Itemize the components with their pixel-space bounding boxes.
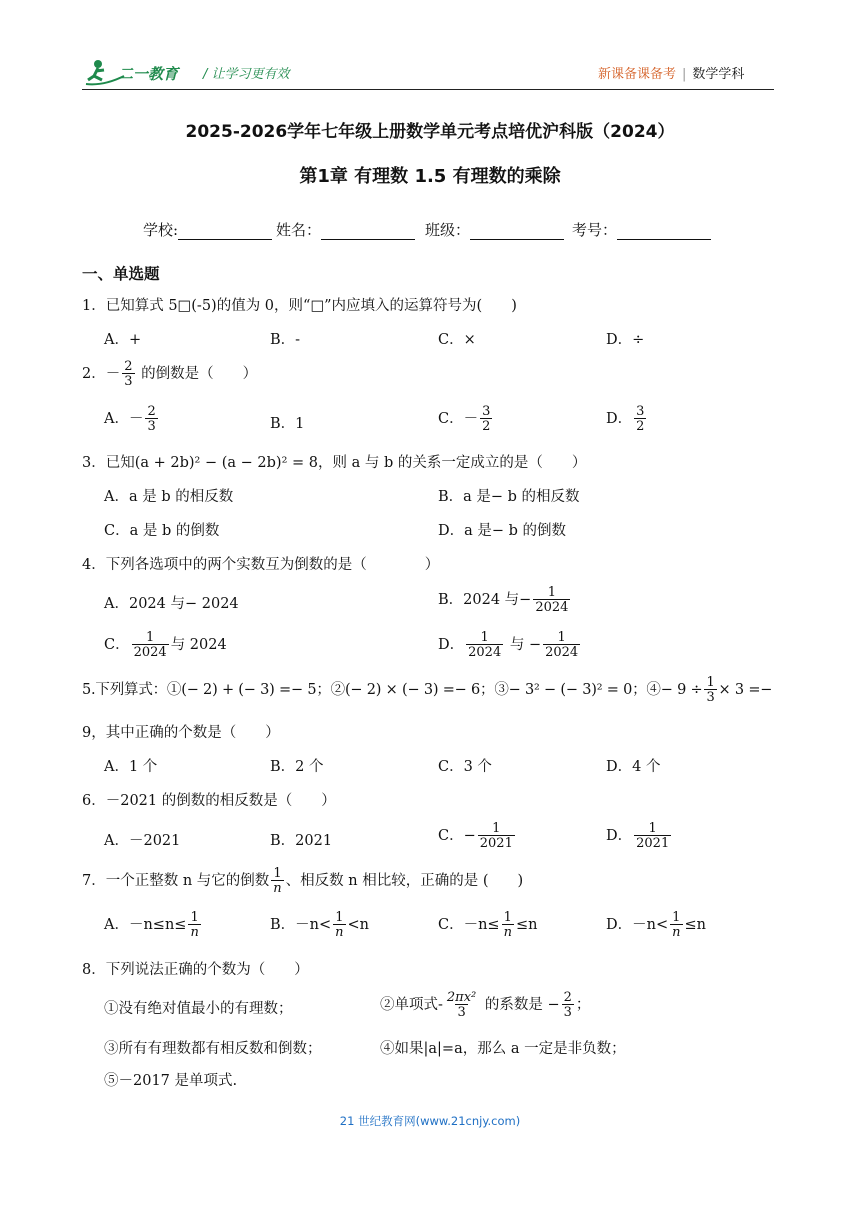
q1-stem: 1．已知算式 5□(-5)的值为 0，则“□”内应填入的运算符号为( )	[82, 298, 517, 314]
q8-stem: 8．下列说法正确的个数为（ ）	[82, 962, 309, 978]
info-number: 考号：	[572, 219, 713, 240]
q8-statement-3: ③所有有理数都有相反数和倒数；	[104, 1041, 322, 1057]
q7-option-d: D．－n< $\frac{1}{n}$ ≤n	[606, 910, 706, 940]
q2-option-d: D． $\frac{3}{2}$	[606, 404, 645, 434]
q5-option-a: A．1 个	[104, 759, 158, 775]
info-school: 学校:	[143, 219, 274, 240]
q4-option-b: B．2024 与− $\frac{1}{2024}$	[438, 585, 569, 615]
q7-option-a: A．－n≤n≤ $\frac{1}{n}$	[104, 910, 199, 940]
q5-line2: 9，其中正确的个数是（ ）	[82, 725, 280, 741]
q3-option-d: D．a 是− b 的倒数	[438, 523, 567, 539]
header-slogan: / 让学习更有效	[203, 67, 290, 82]
q1-option-b: B．-	[270, 332, 301, 348]
q1-option-c: C．×	[438, 332, 476, 348]
q6-stem: 6．－2021 的倒数的相反数是（ ）	[82, 793, 336, 809]
q4-stem: 4．下列各选项中的两个实数互为倒数的是（ ）	[82, 557, 440, 573]
q8-statement-2: ②单项式- $\frac{\text{2πx²}}{3}$ 的系数是 − $\frac{2}{3}$ ；	[380, 990, 591, 1020]
info-name: 姓名：	[276, 219, 417, 240]
chapter-title: 第1章 有理数 1.5 有理数的乘除	[299, 166, 561, 187]
q8-statement-1: ①没有绝对值最小的有理数；	[104, 1001, 293, 1017]
q4-option-c: C． $\frac{1}{2024}$ 与 2024	[104, 630, 227, 660]
footer-source: 21 世纪教育网(www.21cnjy.com)	[339, 1114, 521, 1128]
q2-option-a: A．－ $\frac{2}{3}$	[104, 404, 156, 434]
q8-statement-5: ⑤－2017 是单项式.	[104, 1073, 238, 1089]
q5-line1: 5.下列算式：①(− 2) + (− 3) =− 5；②(− 2) × (− 3) =− 6；③− 3² − (− 3)² = 0；④− 9 ÷ $\frac{1}{3}$ × 3 =−	[82, 675, 773, 705]
q3-stem: 3．已知(a + 2b)² − (a − 2b)² = 8，则 a 与 b 的关系一定成立的是（ ）	[82, 455, 587, 471]
q6-option-a: A．－2021	[104, 833, 181, 849]
q3-option-c: C．a 是 b 的倒数	[104, 523, 220, 539]
logo	[84, 58, 194, 88]
q5-option-b: B．2 个	[270, 759, 324, 775]
q2-option-c: C．－ $\frac{3}{2}$	[438, 404, 491, 434]
q1-option-a: A．+	[104, 332, 142, 348]
svg-text:二一教育: 二一教育	[118, 65, 179, 83]
q7-option-b: B．－n< $\frac{1}{n}$ <n	[270, 910, 370, 940]
q7-stem: 7．一个正整数 n 与它的倒数 $\frac{1}{n}$ 、相反数 n 相比较，正确的是 ( )	[82, 866, 524, 896]
q5-option-d: D．4 个	[606, 759, 661, 775]
q3-option-b: B．a 是− b 的相反数	[438, 489, 580, 505]
q6-option-b: B．2021	[270, 833, 333, 849]
q1-option-d: D．÷	[606, 332, 645, 348]
q8-statement-4: ④如果|a|=a，那么 a 一定是非负数；	[380, 1041, 626, 1057]
q3-option-a: A．a 是 b 的相反数	[104, 489, 234, 505]
q6-option-c: C．− $\frac{1}{2021}$	[438, 821, 513, 851]
section-heading: 一、单选题	[82, 264, 160, 283]
q2-option-b: B．1	[270, 416, 305, 432]
q7-option-c: C．－n≤ $\frac{1}{n}$ ≤n	[438, 910, 538, 940]
q4-option-a: A．2024 与− 2024	[104, 596, 239, 612]
q5-option-c: C．3 个	[438, 759, 492, 775]
q6-option-d: D． $\frac{1}{2021}$	[606, 821, 670, 851]
header-right: 新课备课备考 | 数学学科	[598, 67, 745, 82]
header-divider	[82, 89, 774, 90]
page-title: 2025-2026学年七年级上册数学单元考点培优沪科版（2024）	[185, 122, 675, 142]
q4-option-d: D． $\frac{1}{2024}$ 与 − $\frac{1}{2024}$	[438, 630, 579, 660]
info-class: 班级：	[425, 219, 566, 240]
q2-stem: 2．－ $\frac{2}{3}$ 的倒数是（ ）	[82, 359, 258, 389]
